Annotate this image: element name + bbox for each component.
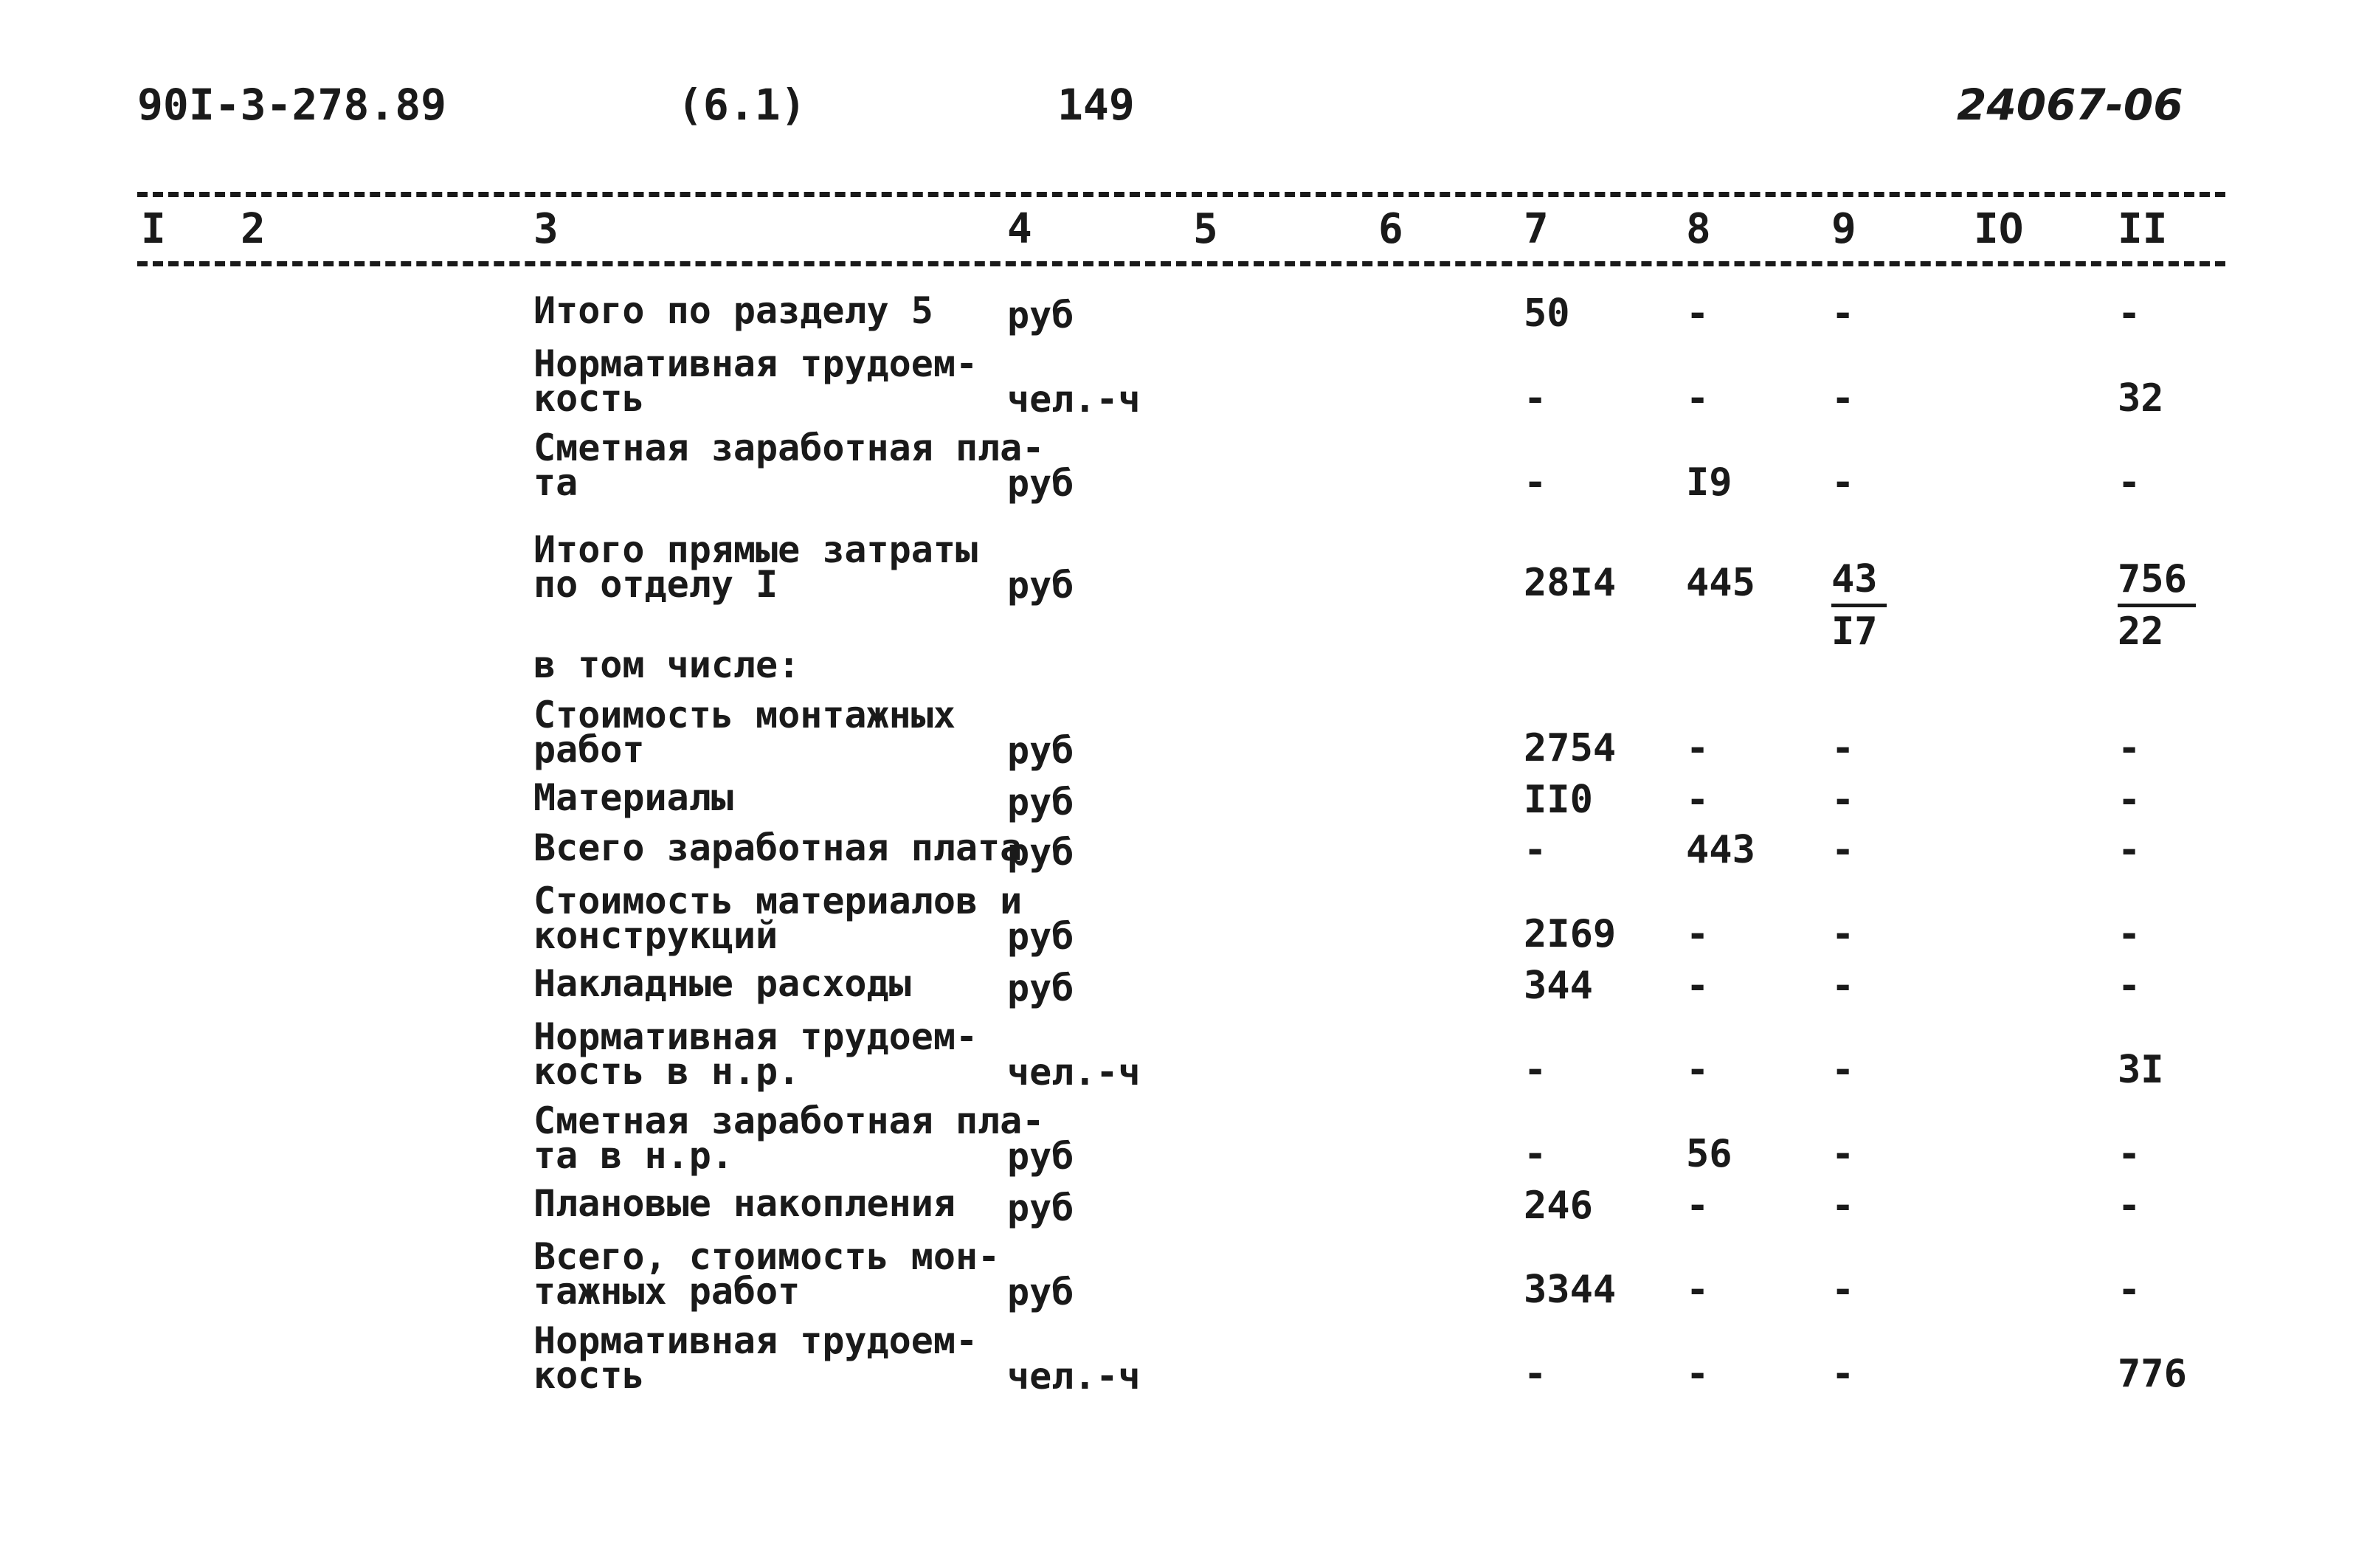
row-13-col7: 3344 — [1524, 1268, 1617, 1312]
row-4-name: в том числе: — [533, 643, 801, 686]
row-3-col9-denominator: I7 — [1831, 609, 1878, 654]
row-5-name: Стоимость монтажных работ — [533, 694, 956, 771]
row-2-unit: руб — [1007, 462, 1074, 505]
page-number: 149 — [1057, 80, 1135, 130]
row-5-col8: - — [1686, 726, 1710, 770]
column-number-4: 4 — [1007, 205, 1032, 253]
row-13-unit: руб — [1007, 1271, 1074, 1313]
row-6-unit: руб — [1007, 781, 1074, 823]
row-11-name: Сметная заработная пла- та в н.р. — [533, 1099, 1045, 1177]
inventory-code: 24067-06 — [1957, 80, 2183, 130]
row-2-col7: - — [1524, 460, 1547, 505]
row-0-col9: - — [1831, 291, 1855, 336]
row-3-col11-numerator: 756 — [2118, 555, 2196, 607]
row-12-col8: - — [1686, 1184, 1710, 1228]
row-10-unit: чел.-ч — [1007, 1051, 1141, 1094]
row-3-col9-fraction — [1831, 555, 1887, 656]
row-3-name: Итого прямые затраты по отделу I — [533, 528, 978, 606]
row-2-name: Сметная заработная пла- та — [533, 426, 1045, 504]
row-7-col8: 443 — [1686, 828, 1755, 872]
row-0-name: Итого по разделу 5 — [533, 289, 933, 332]
column-number-2: 2 — [241, 205, 266, 253]
header-top-dashed-rule — [137, 192, 2225, 197]
row-13-col8: - — [1686, 1268, 1710, 1312]
row-7-col9: - — [1831, 828, 1855, 872]
row-9-col11: - — [2118, 964, 2141, 1008]
row-1-col9: - — [1831, 376, 1855, 421]
column-number-8: 8 — [1686, 205, 1711, 253]
row-10-col7: - — [1524, 1048, 1547, 1092]
row-14-col7: - — [1524, 1352, 1547, 1396]
row-1-col8: - — [1686, 376, 1710, 421]
row-8-name: Стоимость материалов и конструкций — [533, 880, 1023, 957]
row-12-unit: руб — [1007, 1187, 1074, 1229]
column-number-3: 3 — [533, 205, 559, 253]
row-7-col11: - — [2118, 828, 2141, 872]
row-12-name: Плановые накопления — [533, 1182, 956, 1225]
row-0-unit: руб — [1007, 294, 1074, 336]
row-0-col11: - — [2118, 291, 2141, 336]
header-bottom-dashed-rule — [137, 261, 2225, 266]
row-14-col8: - — [1686, 1352, 1710, 1396]
row-9-col7: 344 — [1524, 964, 1593, 1008]
row-7-col7: - — [1524, 828, 1547, 872]
row-9-unit: руб — [1007, 967, 1074, 1009]
row-11-col8: 56 — [1686, 1132, 1732, 1176]
section-number: (6.1) — [677, 80, 806, 130]
row-10-name: Нормативная трудоем- кость в н.р. — [533, 1015, 978, 1093]
row-2-col9: - — [1831, 460, 1855, 505]
document-code: 90I-3-278.89 — [137, 80, 447, 130]
column-number-1: I — [141, 205, 166, 253]
row-0-col8: - — [1686, 291, 1710, 336]
row-3-col11-denominator: 22 — [2118, 609, 2164, 654]
column-number-11: II — [2118, 205, 2168, 253]
column-number-9: 9 — [1831, 205, 1856, 253]
row-5-col7: 2754 — [1524, 726, 1617, 770]
row-6-name: Материалы — [533, 776, 733, 819]
row-1-col7: - — [1524, 376, 1547, 421]
row-11-col7: - — [1524, 1132, 1547, 1176]
row-2-col11: - — [2118, 460, 2141, 505]
row-5-col11: - — [2118, 726, 2141, 770]
row-9-col8: - — [1686, 964, 1710, 1008]
row-8-col9: - — [1831, 912, 1855, 956]
row-9-col9: - — [1831, 964, 1855, 1008]
row-8-col8: - — [1686, 912, 1710, 956]
row-1-col11: 32 — [2118, 376, 2164, 421]
column-number-7: 7 — [1524, 205, 1549, 253]
column-number-6: 6 — [1378, 205, 1403, 253]
row-3-col7: 28I4 — [1524, 561, 1617, 605]
row-10-col11: 3I — [2118, 1048, 2164, 1092]
row-6-col9: - — [1831, 778, 1855, 822]
row-8-col11: - — [2118, 912, 2141, 956]
row-3-col8: 445 — [1686, 561, 1755, 605]
row-8-unit: руб — [1007, 915, 1074, 958]
row-12-col11: - — [2118, 1184, 2141, 1228]
row-3-col11-fraction — [2118, 555, 2196, 656]
row-7-name: Всего заработная плата — [533, 826, 1023, 869]
row-13-name: Всего, стоимость мон- тажных работ — [533, 1235, 1001, 1313]
row-5-unit: руб — [1007, 729, 1074, 772]
column-number-10: IO — [1974, 205, 2024, 253]
row-13-col11: - — [2118, 1268, 2141, 1312]
row-12-col9: - — [1831, 1184, 1855, 1228]
row-14-col11: 776 — [2118, 1352, 2187, 1396]
row-14-unit: чел.-ч — [1007, 1355, 1141, 1398]
row-11-col11: - — [2118, 1132, 2141, 1176]
row-1-unit: чел.-ч — [1007, 378, 1141, 421]
row-3-unit: руб — [1007, 564, 1074, 607]
row-1-name: Нормативная трудоем- кость — [533, 342, 978, 420]
row-12-col7: 246 — [1524, 1184, 1593, 1228]
row-5-col9: - — [1831, 726, 1855, 770]
row-2-col8: I9 — [1686, 460, 1732, 505]
column-number-5: 5 — [1193, 205, 1218, 253]
row-10-col8: - — [1686, 1048, 1710, 1092]
row-11-col9: - — [1831, 1132, 1855, 1176]
row-13-col9: - — [1831, 1268, 1855, 1312]
row-6-col11: - — [2118, 778, 2141, 822]
row-11-unit: руб — [1007, 1135, 1074, 1178]
row-7-unit: руб — [1007, 831, 1074, 874]
row-14-col9: - — [1831, 1352, 1855, 1396]
row-3-col9-numerator: 43 — [1831, 555, 1887, 607]
row-10-col9: - — [1831, 1048, 1855, 1092]
row-6-col8: - — [1686, 778, 1710, 822]
row-0-col7: 50 — [1524, 291, 1570, 336]
row-14-name: Нормативная трудоем- кость — [533, 1319, 978, 1397]
row-9-name: Накладные расходы — [533, 962, 911, 1005]
row-6-col7: II0 — [1524, 778, 1593, 822]
row-8-col7: 2I69 — [1524, 912, 1617, 956]
